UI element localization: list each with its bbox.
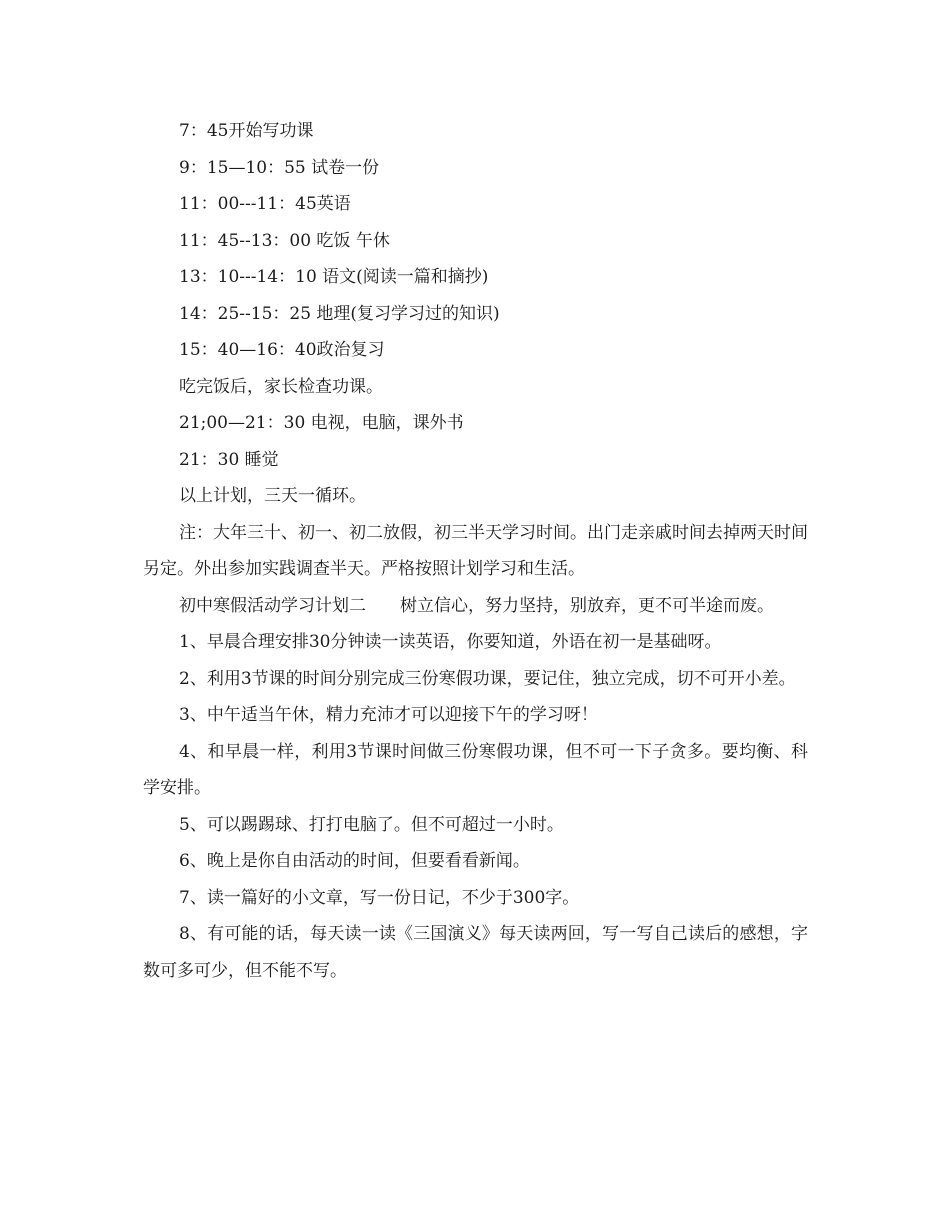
schedule-line: 21：30 睡觉 [179, 449, 279, 470]
plan2-intro-paragraph: 初中寒假活动学习计划二 树立信心，努力坚持，别放弃，更不可半途而废。 [179, 595, 774, 616]
schedule-line: 13：10---14：10 语文(阅读一篇和摘抄) [179, 267, 489, 287]
schedule-line: 15：40—16：40政治复习 [179, 340, 385, 360]
schedule-line: 以上计划，三天一循环。 [179, 486, 366, 506]
schedule-line: 11：00---11：45英语 [179, 194, 351, 214]
schedule-line: 11：45--13：00 吃饭 午休 [179, 230, 390, 251]
plan-item: 3、中午适当午休，精力充沛才可以迎接下午的学习呀！ [179, 705, 598, 725]
plan-item: 5、可以踢踢球、打打电脑了。但不可超过一小时。 [179, 814, 564, 835]
schedule-line: 9：15—10：55 试卷一份 [179, 157, 380, 178]
plan-item: 2、利用3节课的时间分别完成三份寒假功课，要记住，独立完成，切不可开小差。 [179, 668, 796, 689]
plan-item: 1、早晨合理安排30分钟读一读英语，你要知道，外语在初一是基础呀。 [179, 632, 722, 652]
schedule-line: 21;00—21：30 电视，电脑，课外书 [179, 413, 464, 433]
note-paragraph: 注：大年三十、初一、初二放假，初三半天学习时间。出门走亲戚时间去掉两天时间另定。外出参加实践调查半天。严格按照计划学习和生活。 [143, 522, 808, 579]
plan-item: 6、晚上是你自由活动的时间，但要看看新闻。 [179, 851, 530, 871]
plan-item: 8、有可能的话，每天读一读《三国演义》每天读两回，写一写自己读后的感想，字数可多可少，但不能不写。 [143, 924, 808, 981]
plan-item: 7、读一篇好的小文章，写一份日记，不少于300字。 [179, 887, 580, 908]
document-body [143, 113, 808, 989]
schedule-line: 7：45开始写功课 [179, 121, 314, 141]
schedule-line: 吃完饭后，家长检查功课。 [179, 376, 383, 397]
schedule-line: 14：25--15：25 地理(复习学习过的知识) [179, 303, 500, 324]
plan-item: 4、和早晨一样，利用3节课时间做三份寒假功课，但不可一下子贪多。要均衡、科学安排。 [143, 741, 808, 798]
